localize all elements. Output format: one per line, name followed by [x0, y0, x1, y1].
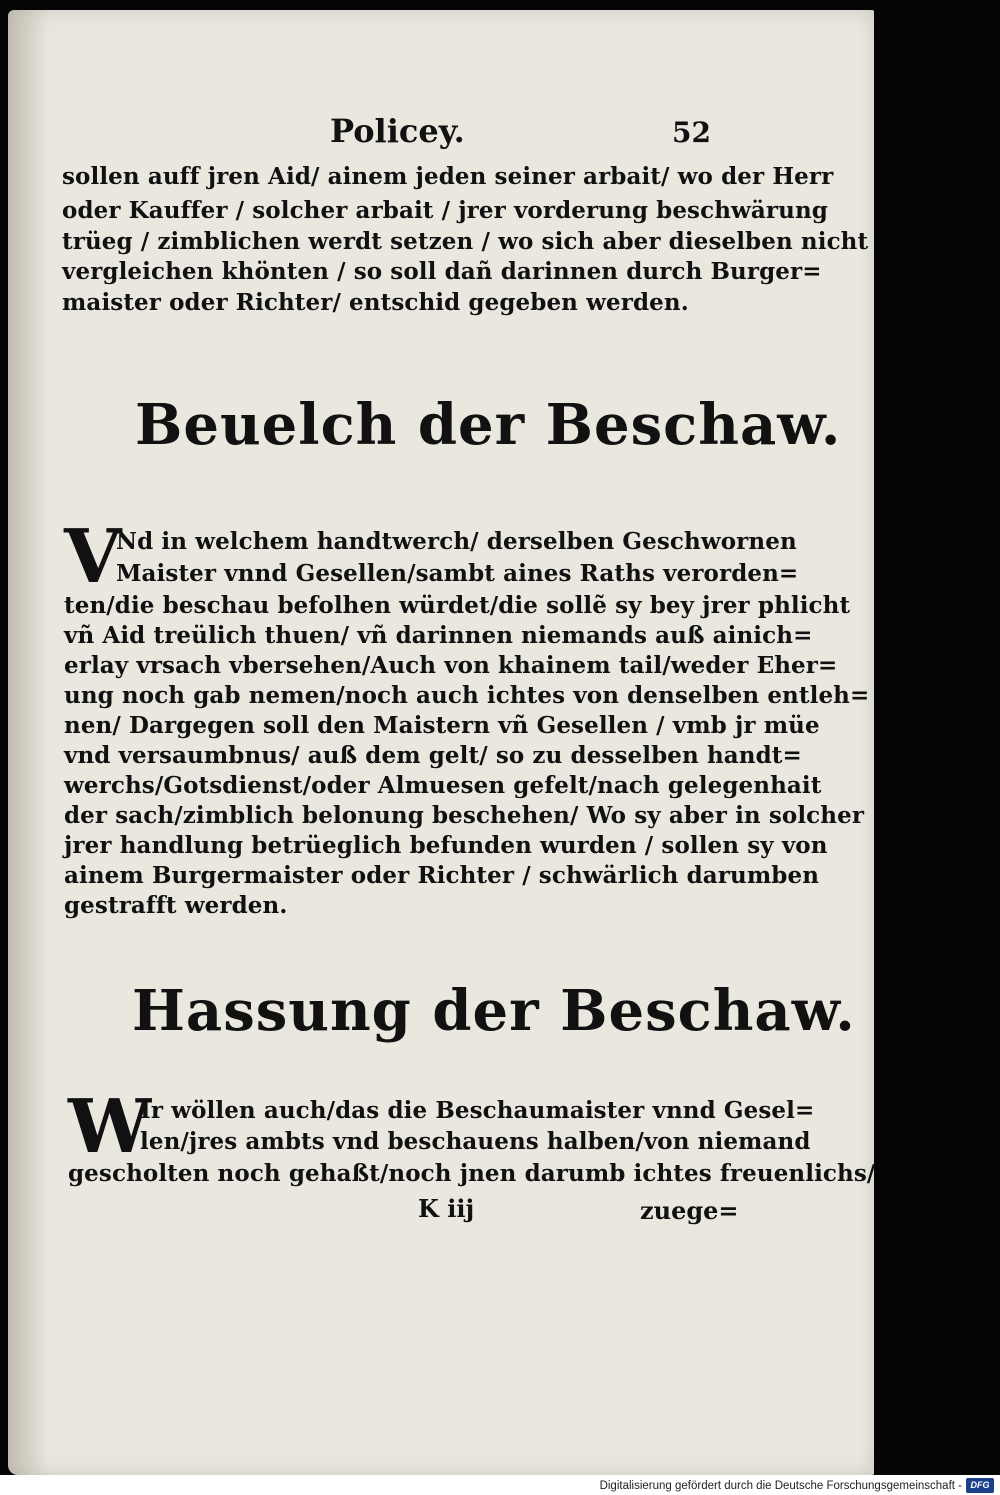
page-number: 52 — [672, 116, 711, 149]
text-line: gestrafft werden. — [64, 892, 288, 919]
drop-capital: V — [64, 514, 122, 600]
text-line: vergleichen khönten / so soll dañ darinnen durch Burger= — [62, 258, 822, 285]
footer-bar — [0, 1475, 1000, 1495]
text-line: werchs/Gotsdienst/oder Almuesen gefelt/nach gelegenhait — [64, 772, 822, 799]
running-title: Policey. — [330, 112, 465, 150]
text-line: Maister vnnd Gesellen/sambt aines Raths verorden= — [116, 560, 799, 587]
text-line: vñ Aid treülich thuen/ vñ darinnen niemands auß ainich= — [64, 622, 813, 649]
text-line: der sach/zimblich belonung beschehen/ Wo sy aber in solcher — [64, 802, 865, 829]
text-line: oder Kauffer / solcher arbait / jrer vorderung beschwärung — [62, 197, 828, 224]
text-line: maister oder Richter/ entschid gegeben werden. — [62, 289, 689, 316]
text-line: sollen auff jren Aid/ ainem jeden seiner arbait/ wo der Herr — [62, 163, 834, 190]
text-line: vnd versaumbnus/ auß dem gelt/ so zu desselben handt= — [64, 742, 802, 769]
gutter-shadow — [8, 10, 48, 1475]
section-heading: Hassung der Beschaw. — [132, 978, 856, 1044]
text-line: Ir wöllen auch/das die Beschaumaister vnnd Gesel= — [140, 1097, 815, 1124]
text-line: gescholten noch gehaßt/noch jnen darumb ichtes freuenlichs/ — [68, 1160, 876, 1187]
text-line: ung noch gab nemen/noch auch ichtes von denselben entleh= — [64, 682, 870, 709]
text-line: jrer handlung betrüeglich befunden wurden / sollen sy von — [64, 832, 828, 859]
funding-credit: Digitalisierung gefördert durch die Deutsche Forschungsgemeinschaft - — [599, 1480, 962, 1492]
text-line: ainem Burgermaister oder Richter / schwärlich darumben — [64, 862, 820, 889]
text-line: ten/die beschau befolhen würdet/die sollẽ sy bey jrer phlicht — [64, 592, 851, 619]
text-line: nen/ Dargegen soll den Maistern vñ Gesellen / vmb jr müe — [64, 712, 820, 739]
catchword: zuege= — [640, 1196, 739, 1225]
dfg-logo: DFG — [966, 1478, 994, 1493]
text-line: erlay vrsach vbersehen/Auch von khainem tail/weder Eher= — [64, 652, 838, 679]
text-line: len/jres ambts vnd beschauens halben/von niemand — [140, 1128, 811, 1155]
signature-mark: K iij — [418, 1194, 475, 1223]
drop-capital: W — [68, 1084, 152, 1170]
section-heading: Beuelch der Beschaw. — [135, 392, 842, 458]
text-line: Nd in welchem handtwerch/ derselben Geschwornen — [116, 528, 797, 555]
text-line: trüeg / zimblichen werdt setzen / wo sich aber dieselben nicht — [62, 228, 869, 255]
